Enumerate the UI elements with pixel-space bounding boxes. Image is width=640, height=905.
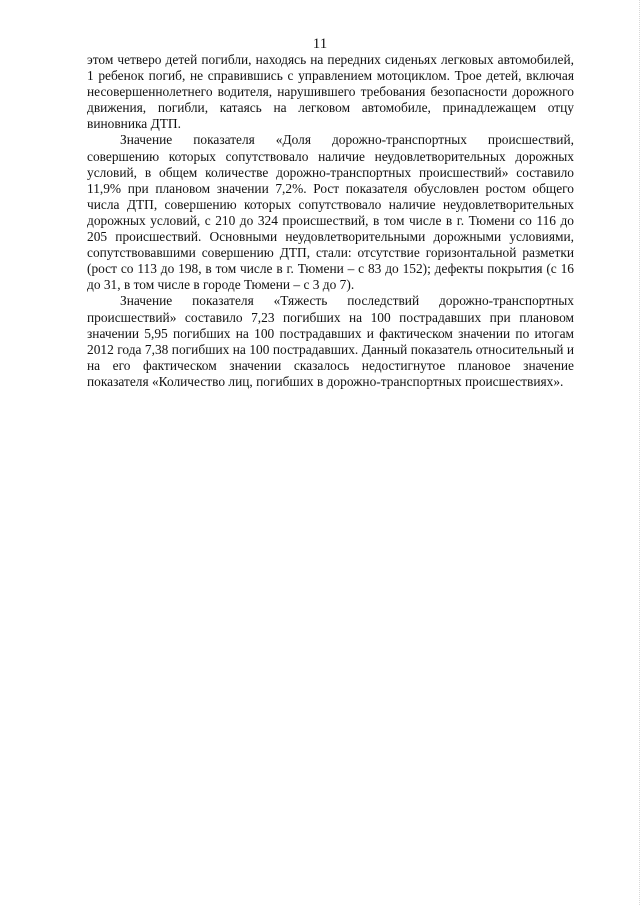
paragraph-severity: Значение показателя «Тяжесть последствий дорожно-транспортных происшествий» составило 7,23 погибших на 100 пострадавших при плановом значении 5,95 погибших на 100 пострадавших и фактическом значении по итогам 2012 года 7,38 погибших на 100 пострадавших. Данный показатель относительный и на его фактическом значении сказалось недостигнутое плановое значение показателя «Количество лиц, погибших в дорожно-транспортных происшествиях».: [87, 293, 574, 389]
document-body: [87, 52, 574, 390]
paragraph-continuation: этом четверо детей погибли, находясь на передних сиденьях легковых автомобилей, 1 ребенок погиб, не справившись с управлением мотоциклом. Трое детей, включая несовершеннолетнего водителя, нарушившего требования безопасности дорожного движения, погибли, катаясь на легковом автомобиле, принадлежащем отцу виновника ДТП.: [87, 52, 574, 132]
paragraph-road-conditions: Значение показателя «Доля дорожно-транспортных происшествий, совершению которых сопутствовало наличие неудовлетворительных дорожных условий, в общем количестве дорожно-транспортных происшествий» составило 11,9% при плановом значении 7,2%. Рост показателя обусловлен ростом общего числа ДТП, совершению которых сопутствовало наличие неудовлетворительных дорожных условий, с 210 до 324 происшествий, в том числе в г. Тюмени со 116 до 205 происшествий. Основными неудовлетворительными дорожными условиями, сопутствовавшими совершению ДТП, стали: отсутствие горизонтальной разметки (рост со 113 до 198, в том числе в г. Тюмени – с 83 до 152); дефекты покрытия (с 16 до 31, в том числе в городе Тюмени – с 3 до 7).: [87, 132, 574, 293]
page-number: 11: [312, 36, 328, 52]
